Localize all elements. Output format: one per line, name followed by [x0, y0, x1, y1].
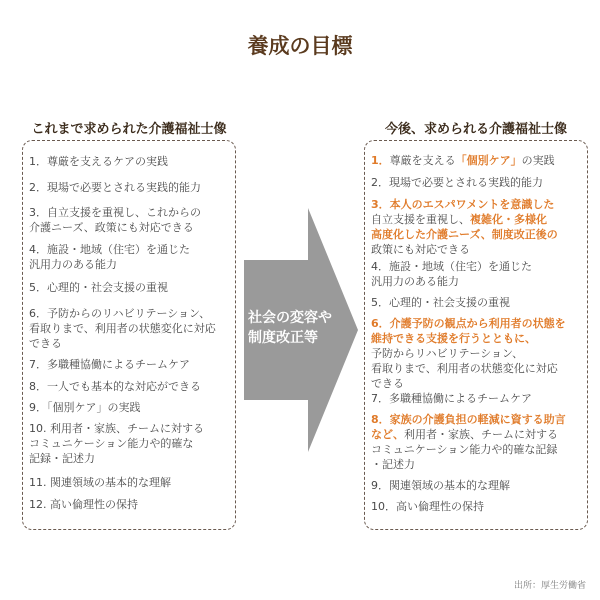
item-line — [371, 427, 566, 442]
left-list-item — [29, 400, 141, 415]
item-text: 9．関連領域の基本的な理解 — [371, 479, 510, 492]
item-line — [371, 457, 566, 472]
arrow-label-line1: 社会の変容や — [248, 310, 332, 326]
item-line — [371, 197, 558, 212]
right-list-item — [371, 478, 510, 493]
left-list-item — [29, 205, 201, 235]
page-title: 養成の目標 — [247, 34, 353, 58]
item-line — [371, 259, 532, 274]
highlighted-text: 複雑化・多様化 — [470, 213, 547, 226]
item-text: 2．現場で必要とされる実践的能力 — [371, 176, 543, 189]
item-line — [29, 154, 168, 169]
left-list-item — [29, 421, 204, 466]
right-list-item — [371, 175, 543, 190]
item-text: 7．多職種協働によるチームケア — [29, 358, 190, 371]
highlighted-text: 8．家族の介護負担の軽減に資する助言 — [371, 413, 566, 426]
item-text: コミュニケーション能力や的確な記録 — [371, 443, 558, 456]
left-list-item — [29, 180, 201, 195]
item-line — [371, 295, 510, 310]
left-list-item — [29, 379, 201, 394]
item-line — [29, 180, 201, 195]
item-text: 9．「個別ケア」の実践 — [29, 401, 141, 414]
item-line — [371, 227, 558, 242]
arrow-label — [244, 308, 360, 348]
item-line — [371, 376, 566, 391]
right-list-item — [371, 316, 566, 391]
right-list-item — [371, 259, 532, 289]
item-line — [371, 212, 558, 227]
item-text: 7．多職種協働によるチームケア — [371, 392, 532, 405]
item-line — [371, 175, 543, 190]
item-text: の実践 — [521, 154, 555, 167]
left-list-item — [29, 475, 171, 490]
item-text: コミュニケーション能力や的確な — [29, 437, 194, 450]
left-items-box — [22, 140, 236, 530]
item-line — [29, 436, 204, 451]
item-text: 4．施設・地域（住宅）を通じた — [371, 260, 532, 273]
highlighted-text: 維持できる支援を行うとともに、 — [371, 332, 536, 345]
item-text: 政策にも対応できる — [371, 243, 470, 256]
right-list-item — [371, 153, 555, 168]
item-line — [29, 242, 190, 257]
item-text: 2．現場で必要とされる実践的能力 — [29, 181, 201, 194]
item-line — [29, 400, 141, 415]
left-list-item — [29, 154, 168, 169]
item-text: 介護ニーズ、政策にも対応できる — [29, 221, 194, 234]
item-line — [29, 336, 216, 351]
item-line — [29, 280, 168, 295]
item-line — [29, 451, 204, 466]
right-list-item — [371, 412, 566, 472]
item-line — [29, 475, 171, 490]
highlighted-text: 高度化した介護ニーズ、制度改正後の — [371, 228, 558, 241]
right-column-heading: 今後、求められる介護福祉士像 — [384, 122, 567, 137]
item-line — [29, 421, 204, 436]
item-text: 記録・記述力 — [29, 452, 95, 465]
item-line — [371, 242, 558, 257]
item-line — [371, 442, 566, 457]
item-line — [371, 478, 510, 493]
item-text: 6．予防からのリハビリテーション、 — [29, 307, 211, 320]
item-line — [29, 497, 138, 512]
item-text: 10. 利用者・家族、チームに対する — [29, 422, 204, 435]
left-list-item — [29, 497, 138, 512]
right-items-box — [364, 140, 588, 530]
item-line — [371, 361, 566, 376]
item-text: 汎用力のある能力 — [371, 275, 459, 288]
item-text: 自立支援を重視し、 — [371, 213, 470, 226]
right-list-item — [371, 295, 510, 310]
item-text: 11. 関連領域の基本的な理解 — [29, 476, 171, 489]
item-text: 12. 高い倫理性の保持 — [29, 498, 138, 511]
left-list-item — [29, 306, 216, 351]
item-line — [371, 153, 555, 168]
item-line — [371, 316, 566, 331]
item-text: 汎用力のある能力 — [29, 258, 117, 271]
item-line — [371, 331, 566, 346]
arrow-label-line2: 制度改正等 — [248, 330, 318, 346]
item-text: 1．尊厳を支えるケアの実践 — [29, 155, 168, 168]
item-text: 5．心理的・社会支援の重視 — [29, 281, 168, 294]
item-text: 3．自立支援を重視し、これからの — [29, 206, 201, 219]
right-list-item — [371, 197, 558, 257]
item-text: できる — [371, 377, 404, 390]
item-line — [29, 379, 201, 394]
item-text: 8．一人でも基本的な対応ができる — [29, 380, 201, 393]
source-note: 出所：厚生労働省 — [513, 581, 586, 591]
item-line — [29, 321, 216, 336]
item-line — [371, 346, 566, 361]
item-text: 4．施設・地域（住宅）を通じた — [29, 243, 190, 256]
right-list-item — [371, 499, 484, 514]
highlighted-text: 1． — [371, 154, 390, 167]
item-line — [371, 391, 532, 406]
item-text: できる — [29, 337, 62, 350]
left-list-item — [29, 242, 190, 272]
left-list-item — [29, 280, 168, 295]
item-line — [371, 274, 532, 289]
item-text: 予防からリハビリテーション、 — [371, 347, 524, 360]
item-text: 10．高い倫理性の保持 — [371, 500, 484, 513]
item-text: 尊厳を支える — [389, 154, 456, 167]
highlighted-text: 6．介護予防の観点から利用者の状態を — [371, 317, 566, 330]
item-line — [29, 220, 201, 235]
left-column-heading: これまで求められた介護福祉士像 — [31, 122, 227, 137]
item-line — [29, 205, 201, 220]
highlighted-text: 3．本人のエスパワメントを意識した — [371, 198, 555, 211]
highlighted-text: など、 — [371, 428, 404, 441]
right-list-item — [371, 391, 532, 406]
item-line — [371, 412, 566, 427]
item-text: ・記述力 — [371, 458, 415, 471]
item-text: 利用者・家族、チームに対する — [404, 428, 558, 441]
item-line — [29, 257, 190, 272]
item-line — [29, 357, 190, 372]
item-text: 5．心理的・社会支援の重視 — [371, 296, 510, 309]
item-text: 看取りまで、利用者の状態変化に対応 — [29, 322, 216, 335]
item-text: 看取りまで、利用者の状態変化に対応 — [371, 362, 558, 375]
highlighted-text: 「個別ケア」 — [455, 154, 522, 167]
item-line — [371, 499, 484, 514]
left-list-item — [29, 357, 190, 372]
item-line — [29, 306, 216, 321]
